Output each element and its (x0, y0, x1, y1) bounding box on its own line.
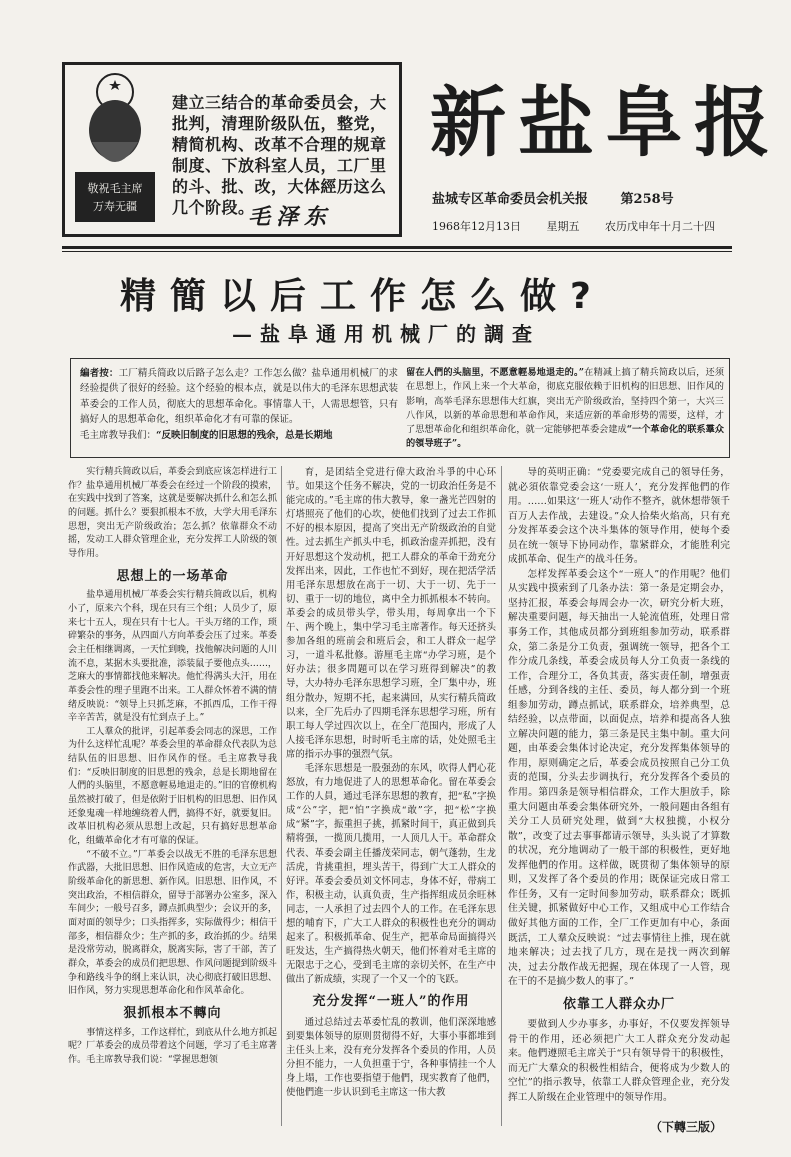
section-heading: 狠抓根本不轉向 (123, 1005, 222, 1021)
section-heading: 充分发挥“一班人”的作用 (312, 994, 470, 1010)
note-text: 工厂精兵简政以后路子怎么走？工作怎么做？盐阜通用机械厂的求经验提供了很好的经验。这个经验的根本点，就是以伟大的毛泽东思想武装革委会的工作人员，彻底大的思想革命化。事情靠人干，人需思想管，只有搞好人的思想革命化，组织革命化才有可靠的保证。 (80, 368, 398, 426)
paragraph: “不破不立。”厂革委会以战无不胜的毛泽东思想作武器，大批旧思想、旧作风造成的危害，大立无产阶级革命化的新思想、新作风。旧思想、旧作风，不突出政治，不相信群众，留导于部署办公室多，深入车间少；一般号召多，蹲点抓典型少；会议开的多，面对面的领导少；口头指挥多，实际做得少；相信干部多，相信群众少；生产抓的多，政治抓的少。结果是没常劳动，脱离群众，脱离实际，害了干部，苦了群众，革委会的成员们把思想、作风问题提到阶级斗争和路线斗争的纲上来认识，决心彻底打破旧思想、旧作风，努力实现思想革命化和作风革命化。 (68, 849, 277, 997)
paragraph: 实行精兵简政以后，革委会到底应该怎样进行工作？盐阜通用机械厂革委会在经过一个阶段的摸索，在实践中找到了答案，这就是要解决抓什么和怎么抓的问题。抓什么？要狠抓根本不放，大学大用毛泽东思想，突出无产阶级政治；怎么抓？依靠群众不动摇，发动工人群众管理企业，充分发挥工人阶级的领导作用。 (68, 467, 277, 559)
newspaper-title: 新盐阜报 (430, 78, 782, 167)
paragraph: 通过总結过去革委忙乱的教训，他们深深地感到要集体领导的原则贯彻得不好，大事小事都堆到主任头上来，没有充分发挥各个委员的作用，人员分担不能力，一人负担重于宁，各种事情挂一个人身上塌，工作也要指望于他們，现实教育了他們，使他們進一步认识到毛主席这一伟大教 (286, 1016, 496, 1099)
note-quote-cont: 留在人們的头脑里，不愿意輕易地退走的。” (406, 367, 585, 378)
note-text-right: 在精减上搞了精兵简政以后，还须在思想上，作风上来一个大革命，彻底克服依赖于旧机构的旧思想、旧作风的影响，高举毛泽东思想伟大红旗，突出无产阶级政治，坚持四个第一，大兴三八作风，以新的革命思想和革命作风，来适应新的革命形势的需要，这样，才了思想革命化和组织革命化，就一定能够把革委会建成 (406, 367, 724, 436)
editor-note-left (80, 366, 398, 443)
lunar-date: 农历戊申年十月二十四 (605, 220, 715, 233)
signature: 毛泽东 (248, 204, 333, 230)
portrait-image (70, 72, 160, 227)
column-divider (501, 466, 502, 1126)
paragraph: 怎样发挥革委会这个“一班人”的作用呢？他们从实践中摸索到了几条办法：第一条是定期会办，坚持汇报，革委会每周会办一次，研究分析大班，解决重要问题，每天抽出一人轮流值班，处理日常事务工作，其他成员都分到班组参加劳动，联系群众，第二条是分工负责，强调统一领导，把各个工作分成几条线，革委会成员每人分工负责一条线的工作，合理分工，各负其责，落实责任制，增强责任感，分到各线的主任、委员，每人都分到一个班组参加劳动，蹲点抓试，联系群众，培养典型，总结经验，以点带面，以面促点，培养和提高各人独立解决问题的能力，第三条是民主集中制。重大问题，由革委会集体讨论决定，充分发挥集体领导的作用，原则确定之后，革委会成员按照自己分工负责的范围，分头去步调执行，充分发挥各个委员的作用。第四条是领导相信群众，工作大胆放手，除重大问题由革委会集体研究外，一般问题由各组有关分工人员研究处理，做到“大权独揽，小权分散”，改变了过去事事都请示领导，头头说了才算数的状况，充分地调动了一般干部的积极性，更好地发挥他們的作用。这样做，既贯彻了集体领导的原则，又发挥了各个委员的作用；既保证完成日常工作任务，又有一定时间参加劳动，联系群众；既抓住关键，抓紧做好中心工作，又组成中心工作结合做好其他方面的工作，全厂工作更加有中心，条面既活，工人羣众反映说：“过去事情往上推，现在就地来解决；过去找了几方，现在是找一两次到解决，过去分散作战无把握，现在体现了一人管，现在干的不是搞少数人的事了。” (508, 568, 730, 988)
article-column-2 (286, 466, 496, 1100)
note-quote: “反映旧制度的旧思想的残余，总是长期地 (156, 429, 333, 441)
publish-date: 1968年12月13日 (432, 220, 521, 233)
article-headline: 精簡以后工作怎么做? (120, 276, 605, 317)
paragraph: 导的英明正确：“党委要完成自己的領导任务，就必須依靠党委会这‘一班人’，充分发挥他們的作用。……如果这‘一班人’动作不整齐，就休想带领千百万人去作战，去建设。”众人拾柴火焰高，只有充分发挥革委会这个决斗集体的领导作用，使每个委员在统一领导下协同动作，靠紧群众，才能胜利完成抓革命、促生产的战斗任务。 (508, 467, 730, 566)
note-closing: “一个革命化的联系羣众的領导班子”。 (406, 424, 724, 450)
article-column-3 (508, 466, 730, 1106)
continued-note: （下轉三版） (650, 1120, 723, 1134)
paragraph: 要做到人少办事多，办事好，不仅要发挥领导骨干的作用，还必须把广大工人群众充分发动起来。他們遵照毛主席关于“只有领导骨干的积极性，而无广大羣众的积极性相結合，便将成为少数人的空忙”的指示教导，依靠工人群众管理企业，充分发挥工人阶级在企业管理中的领导作用。 (508, 1019, 730, 1103)
paragraph: 事情这样多，工作这样忙，到底从什么地方抓起呢？厂革委会的成员带着这个问题，学习了毛主席著作。毛主席教导我们说：“掌握思想领 (68, 1027, 277, 1065)
masthead-rule-thin (62, 251, 732, 252)
column-divider (281, 466, 282, 1126)
article-column-1 (68, 466, 277, 1068)
section-heading: 依靠工人群众办厂 (562, 996, 675, 1012)
article-subheadline: —盐阜通用机械厂的調查 (232, 322, 540, 346)
editor-note-right (406, 366, 724, 452)
section-heading: 思想上的一场革命 (116, 568, 229, 584)
weekday: 星期五 (546, 220, 580, 233)
issue-number: 第258号 (620, 192, 674, 207)
paragraph: 育，是团结全党进行偉大政治斗爭的中心环节。如果这个任务不解决，党的一切政治任务是不能完成的。”毛主席的伟大教导，象一盏光芒四射的灯塔照亮了他们的心坎，使他们找到了过去工作抓不好的根本原因，提高了突出无产阶级政治的自觉性。过去抓生产抓头中毛，抓政治虚弄抓把，没有开好思想这个发动机，把工人群众的革命干劲充分发挥出来，因此，工作也忙不到好，现在把活学活用毛泽东思想放在高于一切、大于一切、先于一切、重于一切的地位，离中全力抓抓根本不转向。革委会的成员带头学，带头用，每周拿出一个下午、两个晚上，集中学习毛主席著作。每天还挤头参加各组的班前会和班后会，和工人群众一起学习，一道斗私批修。游厘毛主席“办学习班，是个好办法；很多問題可以在学习班得到解决”的教导，大办特办毛泽东思想学习班，全厂集中办，班组分散办，短期不托，起来满回，从实行精兵简政以来，全厂先后办了四期毛泽东思想学习班，所有职工每人学过四次以上，在全厂范围内，形成了人人接毛泽东思想，时时听毛主席的话，处处照毛主席的指示办事的强烈气氛。 (286, 467, 496, 760)
paragraph: 工人羣众的批评，引起革委会同志的深思，工作为什么这样忙乱呢？革委会里的革命群众代表队为总结队伍的旧思想、旧作风作的怪。毛主席教导我们：“反映旧制度的旧思想的残余，总是长期地留在人們的头脑里，不愿意輕易地退走的。”旧的官僚机构虽然被打破了，但是依附于旧机构的旧思想、旧作风还象鬼魂一样地缠绕着人們，搞得不好，就要复旧。改革旧机构必须从思想上改起，只有搞好思想革命化，组織革命化才有可靠的保证。 (68, 726, 277, 847)
paragraph: 毛泽东思想是一股强劲的东风，吹得人們心花怒放，有力地促进了人的思想革命化。留在革委会工作的人員，通过毛泽东思想的教育，把“私”字换成“公”字，把“怕”字换成“敢”字，把“松”字换成“紧”字，振重担子挑，抓紧时间干，真正做到兵精将强，一揽顶几揽用，一人顶几人干。革命群众代表、革委会副主任播茂荣同志，朝气蓬勃，生龙活虎，肯挑重担，埋头苦干，得到广大工人群众的好评。革委会委员刘文怀同志，身体不好，带病工作，积极主动，认真负责，生产指挥组成员余旺林同志，一人承担了过去四个人的工作。在毛泽东思想的哺育下，广大工人群众的积极性也充分的调动起来了。积极抓革命、促生产，把革命局面搞得兴旺发达，生产搞得热火朝天，他们怀着对毛主席的无限忠于之心，受到毛主席的亲切关怀，在生产中做出了新成绩，实现了一个又一个的飞跃。 (286, 762, 496, 986)
newspaper-subtitle (432, 188, 674, 207)
masthead-rule (62, 246, 732, 249)
mao-quotation: 建立三结合的革命委员会，大批判，清理阶级队伍，整党，精简机构、改革不合理的规章制度、下放科室人员，工厂里的斗、批、改，大体經历这么几个阶段。 (172, 93, 387, 217)
date-line (432, 218, 737, 234)
paragraph: 盐阜通用机械厂革委会实行精兵简政以后，机构小了，原来六个科，现在只有三个组；人员少了，原来七十五人，现在只有十七人。干头万绪的工作，琐碎繁杂的事务，从四面八方向革委会压了过来。革委会主任相继调离，一天忙到晚，找他解决问题的人川流不息，某据木头要批准，添装鼠子要他点头……，芝麻大的事情都找他来解决。他忙得满头大汗，用在革委会性的理子里跑不出来。工人群众怀着不满的情绪反映说：“领导上只抓芝麻，不抓西瓜，工作干得辛辛苦苦，就是没有忙到点子上。” (68, 590, 277, 724)
note-label: 編者按： (80, 368, 119, 379)
note-quote-label: 毛主席教导我们： (80, 429, 157, 441)
portrait-caption-line1: 敬祝毛主席 (87, 182, 143, 195)
portrait-caption-line2: 万寿无疆 (93, 200, 137, 213)
publisher: 盐城专区革命委员会机关报 (432, 192, 589, 207)
